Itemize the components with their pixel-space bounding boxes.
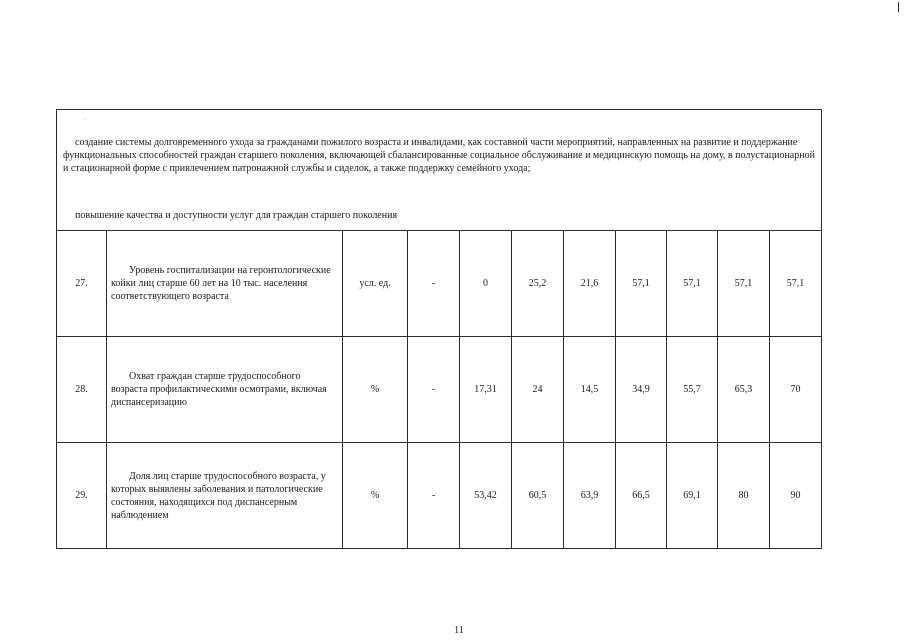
value-cell: 21,6 <box>564 231 616 337</box>
page-number: 11 <box>454 625 464 636</box>
table-header-cell <box>57 110 822 231</box>
indicator-name-cell <box>107 231 343 337</box>
value-cell: 14,5 <box>564 337 616 443</box>
row-number: 27. <box>57 231 107 337</box>
value-cell: 0 <box>460 231 512 337</box>
value-cell: 25,2 <box>512 231 564 337</box>
value-cell: 24 <box>512 337 564 443</box>
indicator-name: Уровень госпитализации на геронтологические койки лиц старше 60 лет на 10 тыс. населения соответствующего возраста <box>111 265 331 302</box>
value-cell: 70 <box>770 337 822 443</box>
value-cell: 57,1 <box>770 231 822 337</box>
value-cell: - <box>408 337 460 443</box>
table-row <box>57 443 822 549</box>
value-cell: 80 <box>718 443 770 549</box>
value-cell: 57,1 <box>718 231 770 337</box>
unit-cell: % <box>343 443 408 549</box>
table-header-row <box>57 110 822 231</box>
row-number: 29. <box>57 443 107 549</box>
value-cell: 90 <box>770 443 822 549</box>
value-cell: - <box>408 443 460 549</box>
value-cell: 53,42 <box>460 443 512 549</box>
value-cell: 66,5 <box>616 443 667 549</box>
indicator-name-cell <box>107 337 343 443</box>
unit-cell: % <box>343 337 408 443</box>
value-cell: 57,1 <box>667 231 718 337</box>
value-cell: 69,1 <box>667 443 718 549</box>
value-cell: 55,7 <box>667 337 718 443</box>
table-row <box>57 231 822 337</box>
value-cell: 63,9 <box>564 443 616 549</box>
value-cell: 17,31 <box>460 337 512 443</box>
row-number: 28. <box>57 337 107 443</box>
indicators-table <box>56 109 822 549</box>
scan-artifact-dot: · <box>84 117 86 123</box>
indicator-name: Доля лиц старше трудоспособного возраста, у которых выявлены заболевания и патологические состояния, находящихся под диспансерным наблюдением <box>111 470 326 521</box>
value-cell: - <box>408 231 460 337</box>
value-cell: 34,9 <box>616 337 667 443</box>
value-cell: 57,1 <box>616 231 667 337</box>
indicator-name: Охват граждан старше трудоспособного возраста профилактическими осмотрами, включая диспансеризацию <box>111 371 327 408</box>
unit-cell: усл. ед. <box>343 231 408 337</box>
value-cell: 65,3 <box>718 337 770 443</box>
scan-corner-mark <box>898 2 899 12</box>
indicator-name-cell <box>107 443 343 549</box>
task-subdescription: повышение качества и доступности услуг для граждан старшего поколения <box>75 210 398 221</box>
value-cell: 60,5 <box>512 443 564 549</box>
table-row <box>57 337 822 443</box>
task-description: создание системы долговременного ухода за гражданами пожилого возраста и инвалидами, как составной части мероприятий, направленных на развитие и поддержание функциональных способностей граждан старшего поколения, включающей сбалансированные социальное обслуживание и медицинскую помощь на дому, в полустационарной и стационарной форме с привлечением патронажной службы и сиделок, а также поддержку семейного ухода; <box>63 137 815 174</box>
